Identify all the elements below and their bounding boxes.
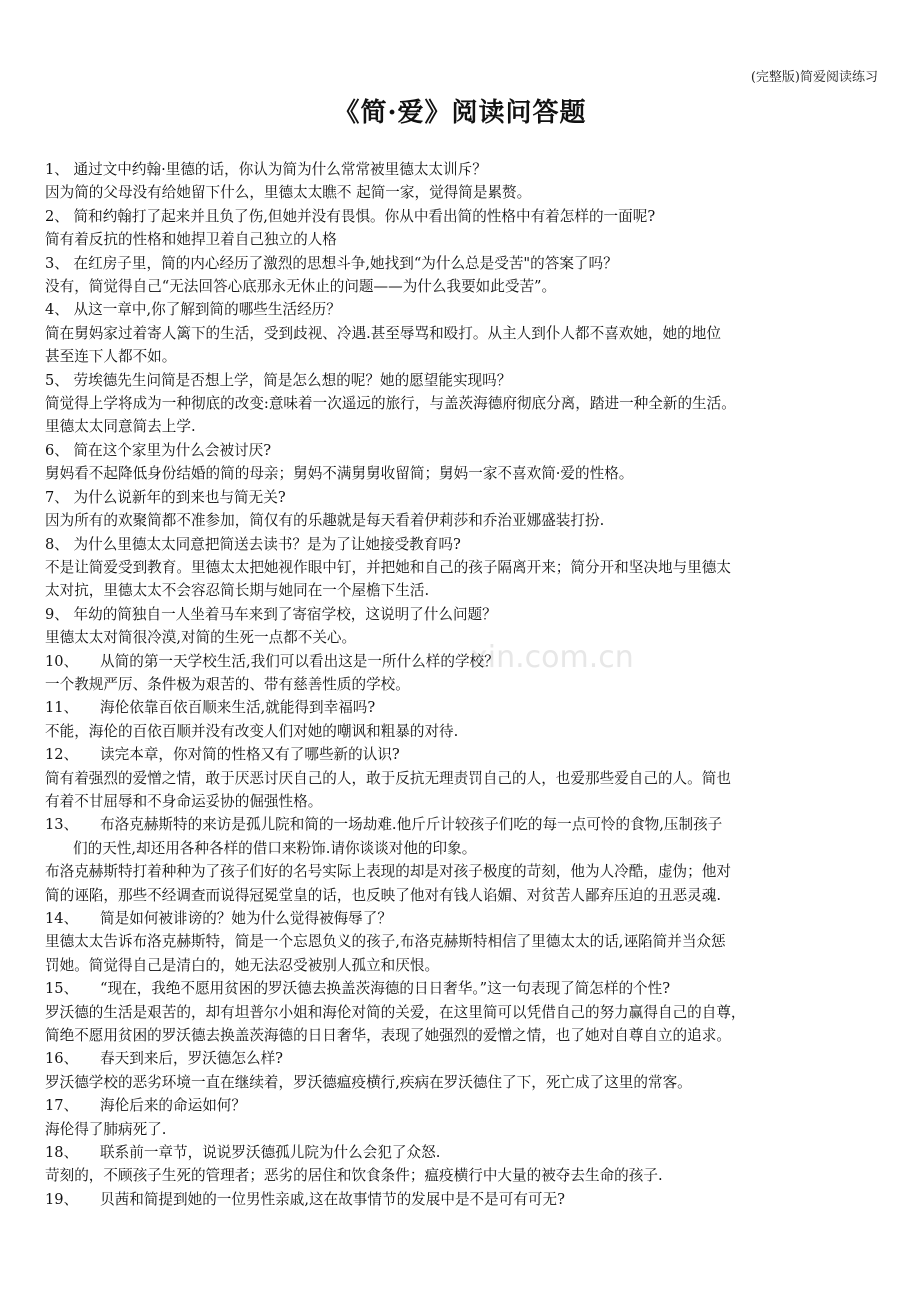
question-line: 11、 海伦依靠百依百顺来生活,就能得到幸福吗? [45, 699, 376, 717]
watermark: xin.com.cn [470, 640, 634, 675]
answer-line: 因为简的父母没有给她留下什么，里德太太瞧不 起简一家，觉得简是累赘。 [45, 184, 532, 202]
answer-line: 一个教规严厉、条件极为艰苦的、带有慈善性质的学校。 [45, 675, 410, 693]
answer-line: 有着不甘屈辱和不身命运妥协的倔强性格。 [45, 792, 323, 810]
question-line: 13、 布洛克赫斯特的来访是孤儿院和简的一场劫难.他斤斤计较孩子们吃的每一点可怜的食物,压制孩子 [45, 816, 723, 834]
question-line: 3、 在红房子里，简的内心经历了激烈的思想斗争,她找到“为什么总是受苦"的答案了吗？ [45, 254, 618, 272]
question-line: 们的天性,却还用各种各样的借口来粉饰.请你谈谈对他的印象。 [73, 839, 477, 857]
question-line: 5、 劳埃德先生问简是否想上学，简是怎么想的呢？她的愿望能实现吗？ [45, 371, 512, 389]
question-line: 15、 “现在，我绝不愿用贫困的罗沃德去换盖茨海德的日日奢华。”这一句表现了简怎样的个性? [45, 980, 671, 998]
question-line: 9、 年幼的简独自一人坐着马车来到了寄宿学校，这说明了什么问题？ [45, 605, 497, 623]
question-answer-list [45, 158, 885, 1211]
document-title: 《简·爱》阅读问答题 [333, 98, 587, 128]
answer-line: 因为所有的欢聚简都不准参加，简仅有的乐趣就是每天看着伊莉莎和乔治亚娜盛装打扮. [45, 512, 605, 530]
answer-line: 太对抗，里德太太不会容忍简长期与她同在一个屋檐下生活. [45, 582, 430, 600]
question-line: 12、 读完本章，你对简的性格又有了哪些新的认识? [45, 746, 400, 764]
question-line: 19、 贝茜和简提到她的一位男性亲戚,这在故事情节的发展中是不是可有可无? [45, 1190, 565, 1208]
answer-line: 舅妈看不起降低身份结婚的简的母亲；舅妈不满舅舅收留简；舅妈一家不喜欢简·爱的性格。 [45, 465, 634, 483]
answer-line: 简觉得上学将成为一种彻底的改变:意味着一次遥远的旅行，与盖茨海德府彻底分离，踏进一种全新的生活。 [45, 395, 736, 413]
question-line: 1、 通过文中约翰·里德的话，你认为简为什么常常被里德太太训斥？ [45, 161, 487, 178]
answer-line: 简有着反抗的性格和她捍卫着自己独立的人格 [45, 231, 337, 249]
question-line: 8、 为什么里德太太同意把简送去读书？是为了让她接受教育吗? [45, 535, 461, 553]
answer-line: 不是让简爱受到教育。里德太太把她视作眼中钉，并把她和自己的孩子隔离开来；简分开和坚决地与里德太 [45, 558, 731, 576]
answer-line: 简绝不愿用贫困的罗沃德去换盖茨海德的日日奢华，表现了她强烈的爱憎之情，也了她对自尊自立的追求。 [45, 1027, 731, 1045]
answer-line: 布洛克赫斯特打着种种为了孩子们好的名号实际上表现的却是对孩子极度的苛刻，他为人冷酷，虚伪；他对 [45, 863, 731, 881]
answer-line: 里德太太告诉布洛克赫斯特，简是一个忘恩负义的孩子,布洛克赫斯特相信了里德太太的话,诬陷简并当众惩 [45, 933, 726, 951]
question-line: 14、 简是如何被诽谤的？她为什么觉得被侮辱了？ [45, 910, 392, 927]
question-line: 7、 为什么说新年的到来也与简无关? [45, 488, 286, 506]
question-line: 2、 简和约翰打了起来并且负了伤,但她并没有畏惧。你从中看出简的性格中有着怎样的一面呢? [45, 207, 656, 225]
answer-line: 简在舅妈家过着寄人篱下的生活，受到歧视、冷遇.甚至辱骂和殴打。从主人到仆人都不喜欢她，她的地位 [45, 324, 721, 342]
question-line: 16、 春天到来后，罗沃德怎么样? [45, 1050, 284, 1068]
question-line: 4、 从这一章中,你了解到简的哪些生活经历？ [45, 301, 341, 319]
answer-line: 里德太太同意简去上学. [45, 418, 196, 436]
answer-line: 没有，简觉得自己“无法回答心底那永无休止的问题——为什么我要如此受苦”。 [45, 278, 557, 296]
answer-line: 甚至连下人都不如。 [45, 348, 177, 366]
question-line: 10、 从简的第一天学校生活,我们可以看出这是一所什么样的学校？ [45, 652, 499, 670]
answer-line: 罗沃德学校的恶劣环境一直在继续着，罗沃德瘟疫横行,疾病在罗沃德住了下，死亡成了这里的常客。 [45, 1073, 692, 1091]
answer-line: 简的诬陷，那些不经调查而说得冠冕堂皇的话，也反映了他对有钱人谄媚、对贫苦人鄙弃压迫的丑恶灵魂. [45, 886, 721, 904]
answer-line: 里德太太对简很冷漠,对简的生死一点都不关心。 [45, 629, 357, 647]
answer-line: 不能，海伦的百依百顺并没有改变人们对她的嘲讽和粗暴的对待. [45, 722, 459, 740]
question-line: 17、 海伦后来的命运如何？ [45, 1097, 246, 1115]
answer-line: 罚她。简觉得自己是清白的，她无法忍受被别人孤立和厌恨。 [45, 956, 440, 974]
page-header: (完整版)简爱阅读练习 [750, 70, 878, 85]
answer-line: 简有着强烈的爱憎之情，敢于厌恶讨厌自己的人，敢于反抗无理责罚自己的人，也爱那些爱自己的人。简也 [45, 769, 731, 787]
question-line: 18、 联系前一章节，说说罗沃德孤儿院为什么会犯了众怒. [45, 1144, 441, 1162]
question-line: 6、 简在这个家里为什么会被讨厌? [45, 441, 272, 459]
answer-line: 海伦得了肺病死了. [45, 1120, 167, 1138]
answer-line: 苛刻的，不顾孩子生死的管理者；恶劣的居住和饮食条件；瘟疫横行中大量的被夺去生命的孩子. [45, 1167, 663, 1185]
answer-line: 罗沃德的生活是艰苦的，却有坦普尔小姐和海伦对简的关爱，在这里简可以凭借自己的努力赢得自己的自尊， [45, 1003, 746, 1021]
